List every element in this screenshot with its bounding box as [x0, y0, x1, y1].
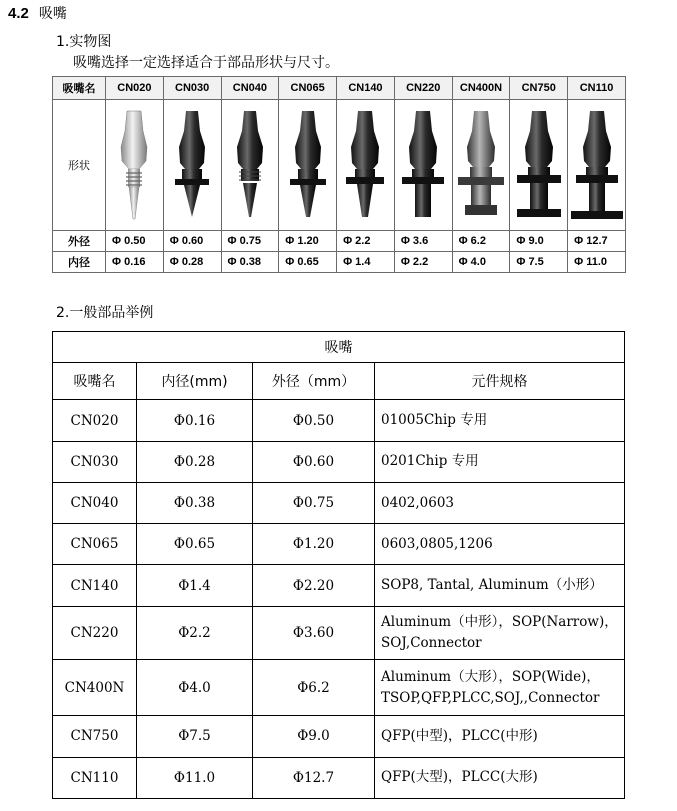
photo-inner-label: 内径: [53, 252, 106, 273]
table-row: [53, 565, 625, 606]
spec-inner-diameter: Φ0.65: [137, 524, 253, 565]
spec-outer-diameter: Φ6.2: [253, 660, 375, 716]
spec-component: QFP(大型)，PLCC(大形): [375, 757, 625, 798]
spec-outer-diameter: Φ2.20: [253, 565, 375, 606]
spec-col-header: 外径（mm）: [253, 363, 375, 400]
spec-nozzle-name: CN750: [53, 716, 137, 757]
photo-inner-value: Φ 0.28: [163, 252, 221, 273]
spec-component: QFP(中型)，PLCC(中形): [375, 716, 625, 757]
spec-component: Aluminum（大形），SOP(Wide)，TSOP,QFP,PLCC,SOJ,,Connector: [375, 660, 625, 716]
spec-component: 0402,0603: [375, 482, 625, 523]
spec-title-row: [53, 332, 625, 363]
photo-inner-row: [53, 252, 626, 273]
spec-inner-diameter: Φ7.5: [137, 716, 253, 757]
photo-shape-row: [53, 100, 626, 231]
section-title: 吸嘴: [38, 6, 67, 22]
nozzle-cn020-image: [106, 100, 164, 231]
photo-inner-value: Φ 7.5: [510, 252, 568, 273]
spec-component: 01005Chip 专用: [375, 400, 625, 441]
nozzle-cn400n-image: [452, 100, 510, 231]
spec-header-row: [53, 363, 625, 400]
spec-inner-diameter: Φ1.4: [137, 565, 253, 606]
photo-outer-value: Φ 2.2: [337, 231, 395, 252]
section-heading: [8, 3, 67, 23]
photo-nozzle-name: CN750: [510, 77, 568, 100]
photo-inner-value: Φ 0.16: [106, 252, 164, 273]
spec-outer-diameter: Φ12.7: [253, 757, 375, 798]
spec-component: SOP8, Tantal, Aluminum（小形）: [375, 565, 625, 606]
subsection-examples-title: 2.一般部品举例: [56, 305, 154, 321]
photo-nozzle-name: CN400N: [452, 77, 510, 100]
nozzle-cn110-image: [568, 100, 626, 231]
table-row: [53, 757, 625, 798]
table-row: [53, 400, 625, 441]
spec-nozzle-name: CN020: [53, 400, 137, 441]
spec-outer-diameter: Φ0.75: [253, 482, 375, 523]
spec-col-header: 内径(mm): [137, 363, 253, 400]
spec-outer-diameter: Φ3.60: [253, 606, 375, 659]
table-row: [53, 441, 625, 482]
photo-header-label: 吸嘴名: [53, 77, 106, 100]
spec-inner-diameter: Φ0.16: [137, 400, 253, 441]
spec-inner-diameter: Φ0.38: [137, 482, 253, 523]
section-number: 4.2: [8, 5, 29, 22]
nozzle-cn030-image: [163, 100, 221, 231]
photo-nozzle-name: CN220: [394, 77, 452, 100]
spec-nozzle-name: CN065: [53, 524, 137, 565]
spec-inner-diameter: Φ2.2: [137, 606, 253, 659]
spec-nozzle-name: CN040: [53, 482, 137, 523]
photo-outer-value: Φ 12.7: [568, 231, 626, 252]
photo-inner-value: Φ 4.0: [452, 252, 510, 273]
nozzle-cn140-image: [337, 100, 395, 231]
nozzle-cn065-image: [279, 100, 337, 231]
photo-outer-row: [53, 231, 626, 252]
spec-inner-diameter: Φ11.0: [137, 757, 253, 798]
spec-component: 0603,0805,1206: [375, 524, 625, 565]
photo-outer-value: Φ 9.0: [510, 231, 568, 252]
table-row: [53, 606, 625, 659]
photo-outer-value: Φ 3.6: [394, 231, 452, 252]
photo-inner-value: Φ 0.38: [221, 252, 279, 273]
table-row: [53, 524, 625, 565]
spec-inner-diameter: Φ4.0: [137, 660, 253, 716]
spec-table-title: 吸嘴: [53, 332, 625, 363]
photo-header-row: [53, 77, 626, 100]
photo-outer-value: Φ 6.2: [452, 231, 510, 252]
nozzle-cn220-image: [394, 100, 452, 231]
spec-outer-diameter: Φ1.20: [253, 524, 375, 565]
spec-component: 0201Chip 专用: [375, 441, 625, 482]
spec-inner-diameter: Φ0.28: [137, 441, 253, 482]
spec-component: Aluminum（中形），SOP(Narrow)，SOJ,Connector: [375, 606, 625, 659]
photo-inner-value: Φ 1.4: [337, 252, 395, 273]
subsection-photo-title: 1.实物图: [56, 34, 112, 50]
photo-outer-value: Φ 0.50: [106, 231, 164, 252]
photo-nozzle-name: CN110: [568, 77, 626, 100]
table-row: [53, 660, 625, 716]
spec-nozzle-name: CN140: [53, 565, 137, 606]
photo-nozzle-name: CN140: [337, 77, 395, 100]
spec-nozzle-name: CN220: [53, 606, 137, 659]
table-row: [53, 716, 625, 757]
photo-inner-value: Φ 11.0: [568, 252, 626, 273]
photo-inner-value: Φ 2.2: [394, 252, 452, 273]
nozzle-spec-table: [52, 331, 625, 799]
photo-shape-label: 形状: [53, 100, 106, 231]
nozzle-cn750-image: [510, 100, 568, 231]
photo-nozzle-name: CN030: [163, 77, 221, 100]
photo-outer-value: Φ 0.75: [221, 231, 279, 252]
nozzle-photo-table: [52, 76, 626, 273]
photo-nozzle-name: CN065: [279, 77, 337, 100]
nozzle-description: 吸嘴选择一定选择适合于部品形状与尺寸。: [73, 55, 339, 71]
photo-outer-label: 外径: [53, 231, 106, 252]
spec-nozzle-name: CN400N: [53, 660, 137, 716]
photo-outer-value: Φ 1.20: [279, 231, 337, 252]
photo-nozzle-name: CN040: [221, 77, 279, 100]
spec-outer-diameter: Φ0.60: [253, 441, 375, 482]
spec-col-header: 吸嘴名: [53, 363, 137, 400]
table-row: [53, 482, 625, 523]
photo-outer-value: Φ 0.60: [163, 231, 221, 252]
spec-nozzle-name: CN030: [53, 441, 137, 482]
photo-inner-value: Φ 0.65: [279, 252, 337, 273]
spec-col-header: 元件规格: [375, 363, 625, 400]
nozzle-cn040-image: [221, 100, 279, 231]
spec-outer-diameter: Φ0.50: [253, 400, 375, 441]
spec-outer-diameter: Φ9.0: [253, 716, 375, 757]
photo-nozzle-name: CN020: [106, 77, 164, 100]
spec-nozzle-name: CN110: [53, 757, 137, 798]
